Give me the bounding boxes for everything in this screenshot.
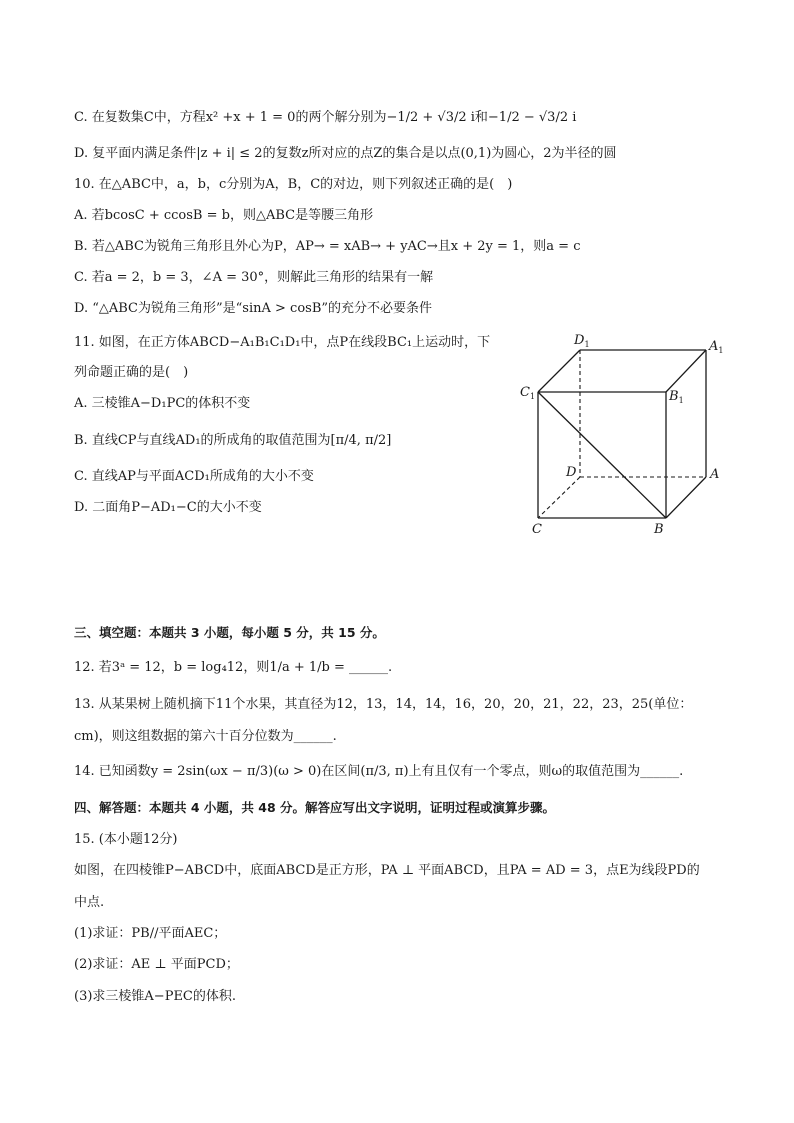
question-11-option-c: C. 直线AP与平面ACD₁所成角的大小不变 xyxy=(74,469,314,484)
section-4-heading: 四、解答题：本题共 4 小题，共 48 分。解答应写出文字说明，证明过程或演算步骤。 xyxy=(74,800,556,815)
label-c: C xyxy=(532,522,542,537)
question-10-option-c: C. 若a = 2，b = 3，∠A = 30°，则解此三角形的结果有一解 xyxy=(74,270,434,285)
section-3-heading: 三、填空题：本题共 3 小题，每小题 5 分，共 15 分。 xyxy=(74,625,385,640)
question-15-header: 15. (本小题12分) xyxy=(74,832,178,847)
question-12: 12. 若3ᵃ = 12，b = log₄12，则1/a + 1/b = ______. xyxy=(74,660,393,675)
question-15-stem: 如图，在四棱锥P−ABCD中，底面ABCD是正方形，PA ⊥ 平面ABCD，且PA = AD = 3，点E为线段PD的 xyxy=(74,863,700,878)
question-15-part-2: (2)求证：AE ⊥ 平面PCD； xyxy=(74,957,239,972)
question-15-part-1: (1)求证：PB//平面AEC； xyxy=(74,926,227,941)
edge-b-a xyxy=(666,477,706,518)
question-11-stem-continued: 列命题正确的是( ) xyxy=(74,365,189,380)
question-11-option-b: B. 直线CP与直线AD₁的所成角的取值范围为[π/4, π/2] xyxy=(74,433,392,448)
edge-d-c-hidden xyxy=(538,477,580,518)
question-11-stem: 11. 如图，在正方体ABCD−A₁B₁C₁D₁中，点P在线段BC₁上运动时，下 xyxy=(74,335,491,350)
label-b: B xyxy=(654,522,664,537)
label-c1: $C_1$ xyxy=(520,385,536,401)
question-10-stem: 10. 在△ABC中，a，b，c分别为A，B，C的对边，则下列叙述正确的是( ) xyxy=(74,177,513,192)
question-13-continued: cm)，则这组数据的第六十百分位数为______. xyxy=(74,729,337,744)
label-d: D xyxy=(566,465,577,480)
label-b1: $B_1$ xyxy=(669,389,684,405)
question-13: 13. 从某果树上随机摘下11个水果，其直径为12，13，14，14，16，20，20，21，22，23，25(单位： xyxy=(74,697,693,712)
question-11-option-a: A. 三棱锥A−D₁PC的体积不变 xyxy=(74,396,251,411)
edge-b1-a1 xyxy=(666,350,706,392)
label-a: A xyxy=(710,467,720,482)
edge-c1-d1 xyxy=(538,350,580,392)
question-11-option-d: D. 二面角P−AD₁−C的大小不变 xyxy=(74,500,262,515)
question-15-stem-continued: 中点. xyxy=(74,895,105,910)
question-9-option-c: C. 在复数集C中，方程x² +x + 1 = 0的两个解分别为−1/2 + √3/2 i和−1/2 − √3/2 i xyxy=(74,110,577,125)
label-a1: $A_1$ xyxy=(709,339,724,355)
question-15-part-3: (3)求三棱锥A−PEC的体积. xyxy=(74,989,237,1004)
question-10-option-d: D. “△ABC为锐角三角形”是“sinA > cosB”的充分不必要条件 xyxy=(74,301,433,316)
question-10-option-b: B. 若△ABC为锐角三角形且外心为P，AP→ = xAB→ + yAC→且x + 2y = 1，则a = c xyxy=(74,239,581,254)
question-10-option-a: A. 若bcosC + ccosB = b，则△ABC是等腰三角形 xyxy=(74,208,374,223)
label-d1: $D_1$ xyxy=(574,333,590,349)
question-14: 14. 已知函数y = 2sin(ωx − π/3)(ω > 0)在区间(π/3, π)上有且仅有一个零点，则ω的取值范围为______. xyxy=(74,764,684,779)
question-9-option-d: D. 复平面内满足条件|z + i| ≤ 2的复数z所对应的点Z的集合是以点(0,1)为圆心，2为半径的圆 xyxy=(74,146,617,161)
cube-figure xyxy=(516,330,726,540)
